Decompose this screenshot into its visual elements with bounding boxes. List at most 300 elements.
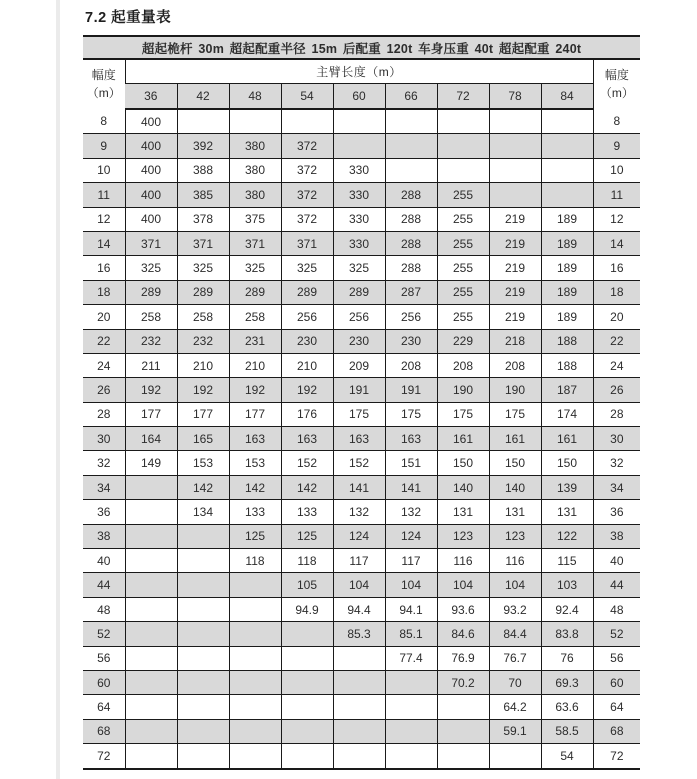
capacity-cell: 255 (437, 231, 489, 255)
radius-cell-left: 22 (83, 329, 125, 353)
capacity-cell: 191 (333, 378, 385, 402)
capacity-cell (281, 670, 333, 694)
capacity-cell: 371 (125, 231, 177, 255)
capacity-cell: 385 (177, 183, 229, 207)
table-row (83, 280, 640, 304)
capacity-cell: 372 (281, 134, 333, 158)
capacity-cell: 232 (125, 329, 177, 353)
table-row (83, 134, 640, 158)
radius-cell-left: 8 (100, 114, 108, 129)
capacity-cell: 125 (281, 524, 333, 548)
capacity-cell: 255 (437, 256, 489, 280)
radius-cell-left: 48 (83, 597, 125, 621)
capacity-cell: 118 (281, 549, 333, 573)
capacity-cell: 161 (489, 427, 541, 451)
boom-length-cell: 66 (385, 84, 437, 110)
capacity-cell (437, 695, 489, 719)
capacity-cell (541, 158, 593, 182)
capacity-cell: 255 (437, 305, 489, 329)
capacity-cell: 256 (385, 305, 437, 329)
capacity-cell: 289 (333, 280, 385, 304)
capacity-cell: 54 (541, 744, 593, 769)
page-edge (56, 0, 60, 779)
boom-length-cell: 72 (437, 84, 489, 110)
capacity-cell (125, 549, 177, 573)
radius-cell-left: 20 (83, 305, 125, 329)
capacity-cell (281, 622, 333, 646)
capacity-cell (177, 744, 229, 769)
capacity-cell (125, 695, 177, 719)
radius-cell-left: 44 (83, 573, 125, 597)
capacity-cell: 64.2 (489, 695, 541, 719)
capacity-cell (385, 158, 437, 182)
condition-header: 超起桅杆 30m 超起配重半径 15m 后配重 120t 车身压重 40t 超起配重 240t (83, 36, 640, 59)
capacity-cell: 258 (125, 305, 177, 329)
capacity-cell: 105 (281, 573, 333, 597)
capacity-cell: 287 (385, 280, 437, 304)
radius-cell-right: 18 (593, 280, 640, 304)
capacity-cell (177, 597, 229, 621)
capacity-cell: 219 (489, 231, 541, 255)
capacity-cell: 59.1 (489, 719, 541, 743)
capacity-cell: 69.3 (541, 670, 593, 694)
capacity-cell (125, 719, 177, 743)
capacity-cell (229, 695, 281, 719)
capacity-cell: 372 (281, 183, 333, 207)
capacity-cell: 151 (385, 451, 437, 475)
capacity-cell: 161 (437, 427, 489, 451)
capacity-cell: 231 (229, 329, 281, 353)
capacity-cell: 219 (489, 207, 541, 231)
boom-length-cell: 42 (177, 84, 229, 110)
capacity-cell: 372 (281, 207, 333, 231)
radius-cell-right: 12 (593, 207, 640, 231)
radius-cell-right: 60 (593, 670, 640, 694)
radius-cell-left: 24 (83, 353, 125, 377)
radius-header-right-line2: （m） (599, 85, 634, 100)
table-row (83, 183, 640, 207)
capacity-cell: 125 (229, 524, 281, 548)
capacity-cell: 371 (281, 231, 333, 255)
capacity-cell: 93.2 (489, 597, 541, 621)
radius-cell-right: 28 (593, 402, 640, 426)
capacity-cell: 177 (125, 402, 177, 426)
capacity-cell: 330 (333, 207, 385, 231)
capacity-cell: 175 (489, 402, 541, 426)
capacity-cell: 141 (333, 475, 385, 499)
capacity-cell: 163 (385, 427, 437, 451)
capacity-cell (333, 695, 385, 719)
capacity-cell: 175 (437, 402, 489, 426)
capacity-cell: 330 (333, 183, 385, 207)
capacity-cell (125, 500, 177, 524)
capacity-cell: 165 (177, 427, 229, 451)
capacity-cell: 211 (125, 353, 177, 377)
capacity-cell: 142 (177, 475, 229, 499)
radius-cell-left: 64 (83, 695, 125, 719)
capacity-cell (541, 109, 593, 134)
radius-cell-right: 44 (593, 573, 640, 597)
capacity-cell: 104 (385, 573, 437, 597)
capacity-cell (177, 719, 229, 743)
capacity-cell: 77.4 (385, 646, 437, 670)
capacity-cell: 149 (125, 451, 177, 475)
capacity-cell: 85.3 (333, 622, 385, 646)
radius-cell-right: 30 (593, 427, 640, 451)
capacity-cell (333, 109, 385, 134)
capacity-cell (385, 670, 437, 694)
capacity-cell: 70.2 (437, 670, 489, 694)
capacity-cell (229, 670, 281, 694)
capacity-cell: 400 (125, 158, 177, 182)
radius-cell-right: 22 (593, 329, 640, 353)
capacity-cell (125, 475, 177, 499)
radius-cell-left: 40 (83, 549, 125, 573)
capacity-cell (385, 695, 437, 719)
capacity-cell: 63.6 (541, 695, 593, 719)
radius-header-left (83, 59, 125, 109)
radius-cell-right: 8 (593, 109, 640, 134)
table-row (83, 427, 640, 451)
capacity-cell: 325 (229, 256, 281, 280)
radius-cell-right: 14 (593, 231, 640, 255)
capacity-cell: 209 (333, 353, 385, 377)
radius-cell-right: 36 (593, 500, 640, 524)
capacity-cell: 123 (489, 524, 541, 548)
radius-cell-right: 26 (593, 378, 640, 402)
capacity-cell: 230 (385, 329, 437, 353)
radius-cell-left: 12 (83, 207, 125, 231)
radius-cell-right: 24 (593, 353, 640, 377)
radius-cell-left: 56 (83, 646, 125, 670)
capacity-cell: 400 (125, 109, 177, 134)
radius-header-left-line2: （m） (86, 85, 121, 100)
capacity-cell: 392 (177, 134, 229, 158)
capacity-cell (229, 597, 281, 621)
boom-length-cell: 36 (125, 84, 177, 110)
capacity-cell: 150 (541, 451, 593, 475)
capacity-cell: 256 (281, 305, 333, 329)
capacity-cell: 70 (489, 670, 541, 694)
table-row (83, 695, 640, 719)
capacity-cell (177, 524, 229, 548)
capacity-cell: 210 (229, 353, 281, 377)
capacity-cell (125, 744, 177, 769)
capacity-cell (385, 109, 437, 134)
radius-header-right (593, 59, 640, 109)
capacity-cell (437, 719, 489, 743)
table-row (83, 207, 640, 231)
page-title: 7.2 起重量表 (85, 10, 172, 26)
capacity-cell: 378 (177, 207, 229, 231)
capacity-cell: 177 (177, 402, 229, 426)
capacity-cell: 176 (281, 402, 333, 426)
capacity-cell: 288 (385, 207, 437, 231)
radius-cell-left: 72 (83, 744, 125, 769)
capacity-cell (281, 109, 333, 134)
table-row (83, 670, 640, 694)
radius-cell-left: 9 (83, 134, 125, 158)
capacity-cell (177, 695, 229, 719)
capacity-cell: 76.7 (489, 646, 541, 670)
capacity-cell: 189 (541, 207, 593, 231)
capacity-cell: 255 (437, 207, 489, 231)
boom-length-cell: 48 (229, 84, 281, 110)
capacity-cell: 325 (281, 256, 333, 280)
table-row (83, 573, 640, 597)
table-row (83, 305, 640, 329)
capacity-cell: 189 (541, 305, 593, 329)
radius-cell-right: 38 (593, 524, 640, 548)
radius-cell-right: 32 (593, 451, 640, 475)
capacity-cell (125, 524, 177, 548)
radius-cell-left: 10 (83, 158, 125, 182)
capacity-cell: 230 (281, 329, 333, 353)
capacity-cell (385, 744, 437, 769)
capacity-cell: 288 (385, 231, 437, 255)
capacity-cell: 124 (333, 524, 385, 548)
capacity-cell: 84.4 (489, 622, 541, 646)
table-row (83, 256, 640, 280)
capacity-cell: 152 (281, 451, 333, 475)
radius-cell-right: 11 (593, 183, 640, 207)
radius-cell-left: 52 (83, 622, 125, 646)
capacity-cell: 84.6 (437, 622, 489, 646)
table-row (83, 719, 640, 743)
capacity-cell (229, 573, 281, 597)
capacity-cell: 325 (333, 256, 385, 280)
capacity-cell: 210 (281, 353, 333, 377)
radius-cell-left: 28 (83, 402, 125, 426)
capacity-cell: 330 (333, 158, 385, 182)
radius-cell-right: 56 (593, 646, 640, 670)
capacity-cell (125, 573, 177, 597)
capacity-cell: 177 (229, 402, 281, 426)
capacity-cell: 371 (177, 231, 229, 255)
capacity-cell: 192 (281, 378, 333, 402)
capacity-cell (229, 109, 281, 134)
boom-length-cell: 60 (333, 84, 385, 110)
radius-cell-left: 18 (83, 280, 125, 304)
capacity-cell (229, 744, 281, 769)
capacity-cell: 400 (125, 207, 177, 231)
table-row (83, 109, 640, 134)
capacity-cell: 132 (385, 500, 437, 524)
capacity-cell: 163 (281, 427, 333, 451)
capacity-cell: 256 (333, 305, 385, 329)
capacity-cell: 192 (177, 378, 229, 402)
capacity-cell: 104 (333, 573, 385, 597)
capacity-cell (229, 622, 281, 646)
capacity-cell (229, 719, 281, 743)
radius-cell-left: 14 (83, 231, 125, 255)
capacity-cell (125, 670, 177, 694)
capacity-cell (281, 719, 333, 743)
capacity-cell: 141 (385, 475, 437, 499)
capacity-cell (281, 744, 333, 769)
capacity-table-body (83, 109, 640, 769)
capacity-cell (177, 646, 229, 670)
capacity-cell: 258 (229, 305, 281, 329)
capacity-cell: 133 (229, 500, 281, 524)
condition-row (83, 36, 640, 59)
radius-cell-right: 72 (593, 744, 640, 769)
table-row (83, 549, 640, 573)
capacity-cell (177, 109, 229, 134)
capacity-cell: 189 (541, 280, 593, 304)
radius-cell-left: 32 (83, 451, 125, 475)
capacity-cell: 289 (177, 280, 229, 304)
capacity-cell: 325 (177, 256, 229, 280)
capacity-cell: 153 (229, 451, 281, 475)
load-chart-table (83, 35, 640, 770)
capacity-cell: 116 (489, 549, 541, 573)
capacity-cell: 187 (541, 378, 593, 402)
table-row (83, 231, 640, 255)
capacity-cell: 175 (333, 402, 385, 426)
capacity-cell: 131 (489, 500, 541, 524)
capacity-cell (385, 719, 437, 743)
capacity-cell (489, 158, 541, 182)
capacity-cell: 139 (541, 475, 593, 499)
capacity-cell (177, 622, 229, 646)
capacity-cell: 115 (541, 549, 593, 573)
capacity-cell: 232 (177, 329, 229, 353)
capacity-cell: 191 (385, 378, 437, 402)
capacity-cell (177, 670, 229, 694)
capacity-cell: 117 (333, 549, 385, 573)
capacity-cell: 118 (229, 549, 281, 573)
capacity-cell: 219 (489, 305, 541, 329)
capacity-cell (437, 134, 489, 158)
capacity-cell (437, 109, 489, 134)
capacity-cell: 140 (437, 475, 489, 499)
capacity-cell: 330 (333, 231, 385, 255)
capacity-cell (125, 597, 177, 621)
capacity-cell (177, 549, 229, 573)
table-row (83, 378, 640, 402)
capacity-cell: 325 (125, 256, 177, 280)
header-row-upper (83, 59, 640, 84)
capacity-cell: 255 (437, 280, 489, 304)
capacity-cell: 152 (333, 451, 385, 475)
boom-length-cell: 78 (489, 84, 541, 110)
boom-length-values-row (83, 84, 640, 110)
capacity-cell: 189 (541, 256, 593, 280)
capacity-cell (333, 134, 385, 158)
radius-cell-left: 11 (83, 183, 125, 207)
capacity-cell: 83.8 (541, 622, 593, 646)
capacity-cell: 142 (229, 475, 281, 499)
radius-cell-right: 20 (593, 305, 640, 329)
capacity-cell: 190 (437, 378, 489, 402)
radius-cell-left: 26 (83, 378, 125, 402)
capacity-cell: 124 (385, 524, 437, 548)
table-row (83, 524, 640, 548)
capacity-cell: 219 (489, 280, 541, 304)
capacity-cell: 131 (437, 500, 489, 524)
radius-cell-right: 68 (593, 719, 640, 743)
capacity-cell: 161 (541, 427, 593, 451)
table-row (83, 158, 640, 182)
radius-header-left-line1: 幅度 (91, 68, 116, 83)
capacity-cell: 76 (541, 646, 593, 670)
table-row (83, 597, 640, 621)
capacity-cell (541, 183, 593, 207)
capacity-cell (125, 646, 177, 670)
capacity-cell: 150 (437, 451, 489, 475)
capacity-cell (281, 646, 333, 670)
capacity-cell: 150 (489, 451, 541, 475)
capacity-cell: 288 (385, 183, 437, 207)
capacity-cell: 230 (333, 329, 385, 353)
capacity-cell: 123 (437, 524, 489, 548)
capacity-cell: 163 (333, 427, 385, 451)
capacity-cell: 400 (125, 183, 177, 207)
table-row (83, 451, 640, 475)
capacity-cell (489, 109, 541, 134)
capacity-cell: 289 (281, 280, 333, 304)
capacity-cell (333, 719, 385, 743)
radius-cell-right: 64 (593, 695, 640, 719)
radius-cell-left: 16 (83, 256, 125, 280)
radius-cell-right: 34 (593, 475, 640, 499)
capacity-cell: 122 (541, 524, 593, 548)
table-row (83, 744, 640, 769)
radius-cell-left: 36 (83, 500, 125, 524)
capacity-cell: 388 (177, 158, 229, 182)
capacity-cell: 372 (281, 158, 333, 182)
capacity-cell: 116 (437, 549, 489, 573)
capacity-cell (541, 134, 593, 158)
capacity-cell: 188 (541, 353, 593, 377)
capacity-cell: 375 (229, 207, 281, 231)
capacity-cell (489, 183, 541, 207)
table-row (83, 500, 640, 524)
capacity-cell: 289 (125, 280, 177, 304)
radius-cell-left: 68 (83, 719, 125, 743)
capacity-cell: 208 (385, 353, 437, 377)
radius-cell-left: 60 (83, 670, 125, 694)
capacity-cell: 142 (281, 475, 333, 499)
capacity-cell: 192 (229, 378, 281, 402)
capacity-cell: 76.9 (437, 646, 489, 670)
capacity-cell: 104 (437, 573, 489, 597)
capacity-cell: 92.4 (541, 597, 593, 621)
table-row (83, 475, 640, 499)
capacity-cell: 153 (177, 451, 229, 475)
capacity-cell: 163 (229, 427, 281, 451)
capacity-cell (489, 134, 541, 158)
capacity-cell: 229 (437, 329, 489, 353)
capacity-cell: 258 (177, 305, 229, 329)
capacity-cell: 188 (541, 329, 593, 353)
boom-length-cell: 54 (281, 84, 333, 110)
capacity-cell: 117 (385, 549, 437, 573)
capacity-cell: 380 (229, 158, 281, 182)
capacity-cell: 371 (229, 231, 281, 255)
radius-cell-right: 10 (593, 158, 640, 182)
radius-cell-left: 34 (83, 475, 125, 499)
radius-header-right-line1: 幅度 (604, 68, 629, 83)
table-row (83, 402, 640, 426)
capacity-cell: 131 (541, 500, 593, 524)
capacity-cell (437, 744, 489, 769)
capacity-cell: 140 (489, 475, 541, 499)
capacity-cell: 94.9 (281, 597, 333, 621)
capacity-cell: 189 (541, 231, 593, 255)
boom-length-header: 主臂长度（m） (125, 59, 593, 84)
